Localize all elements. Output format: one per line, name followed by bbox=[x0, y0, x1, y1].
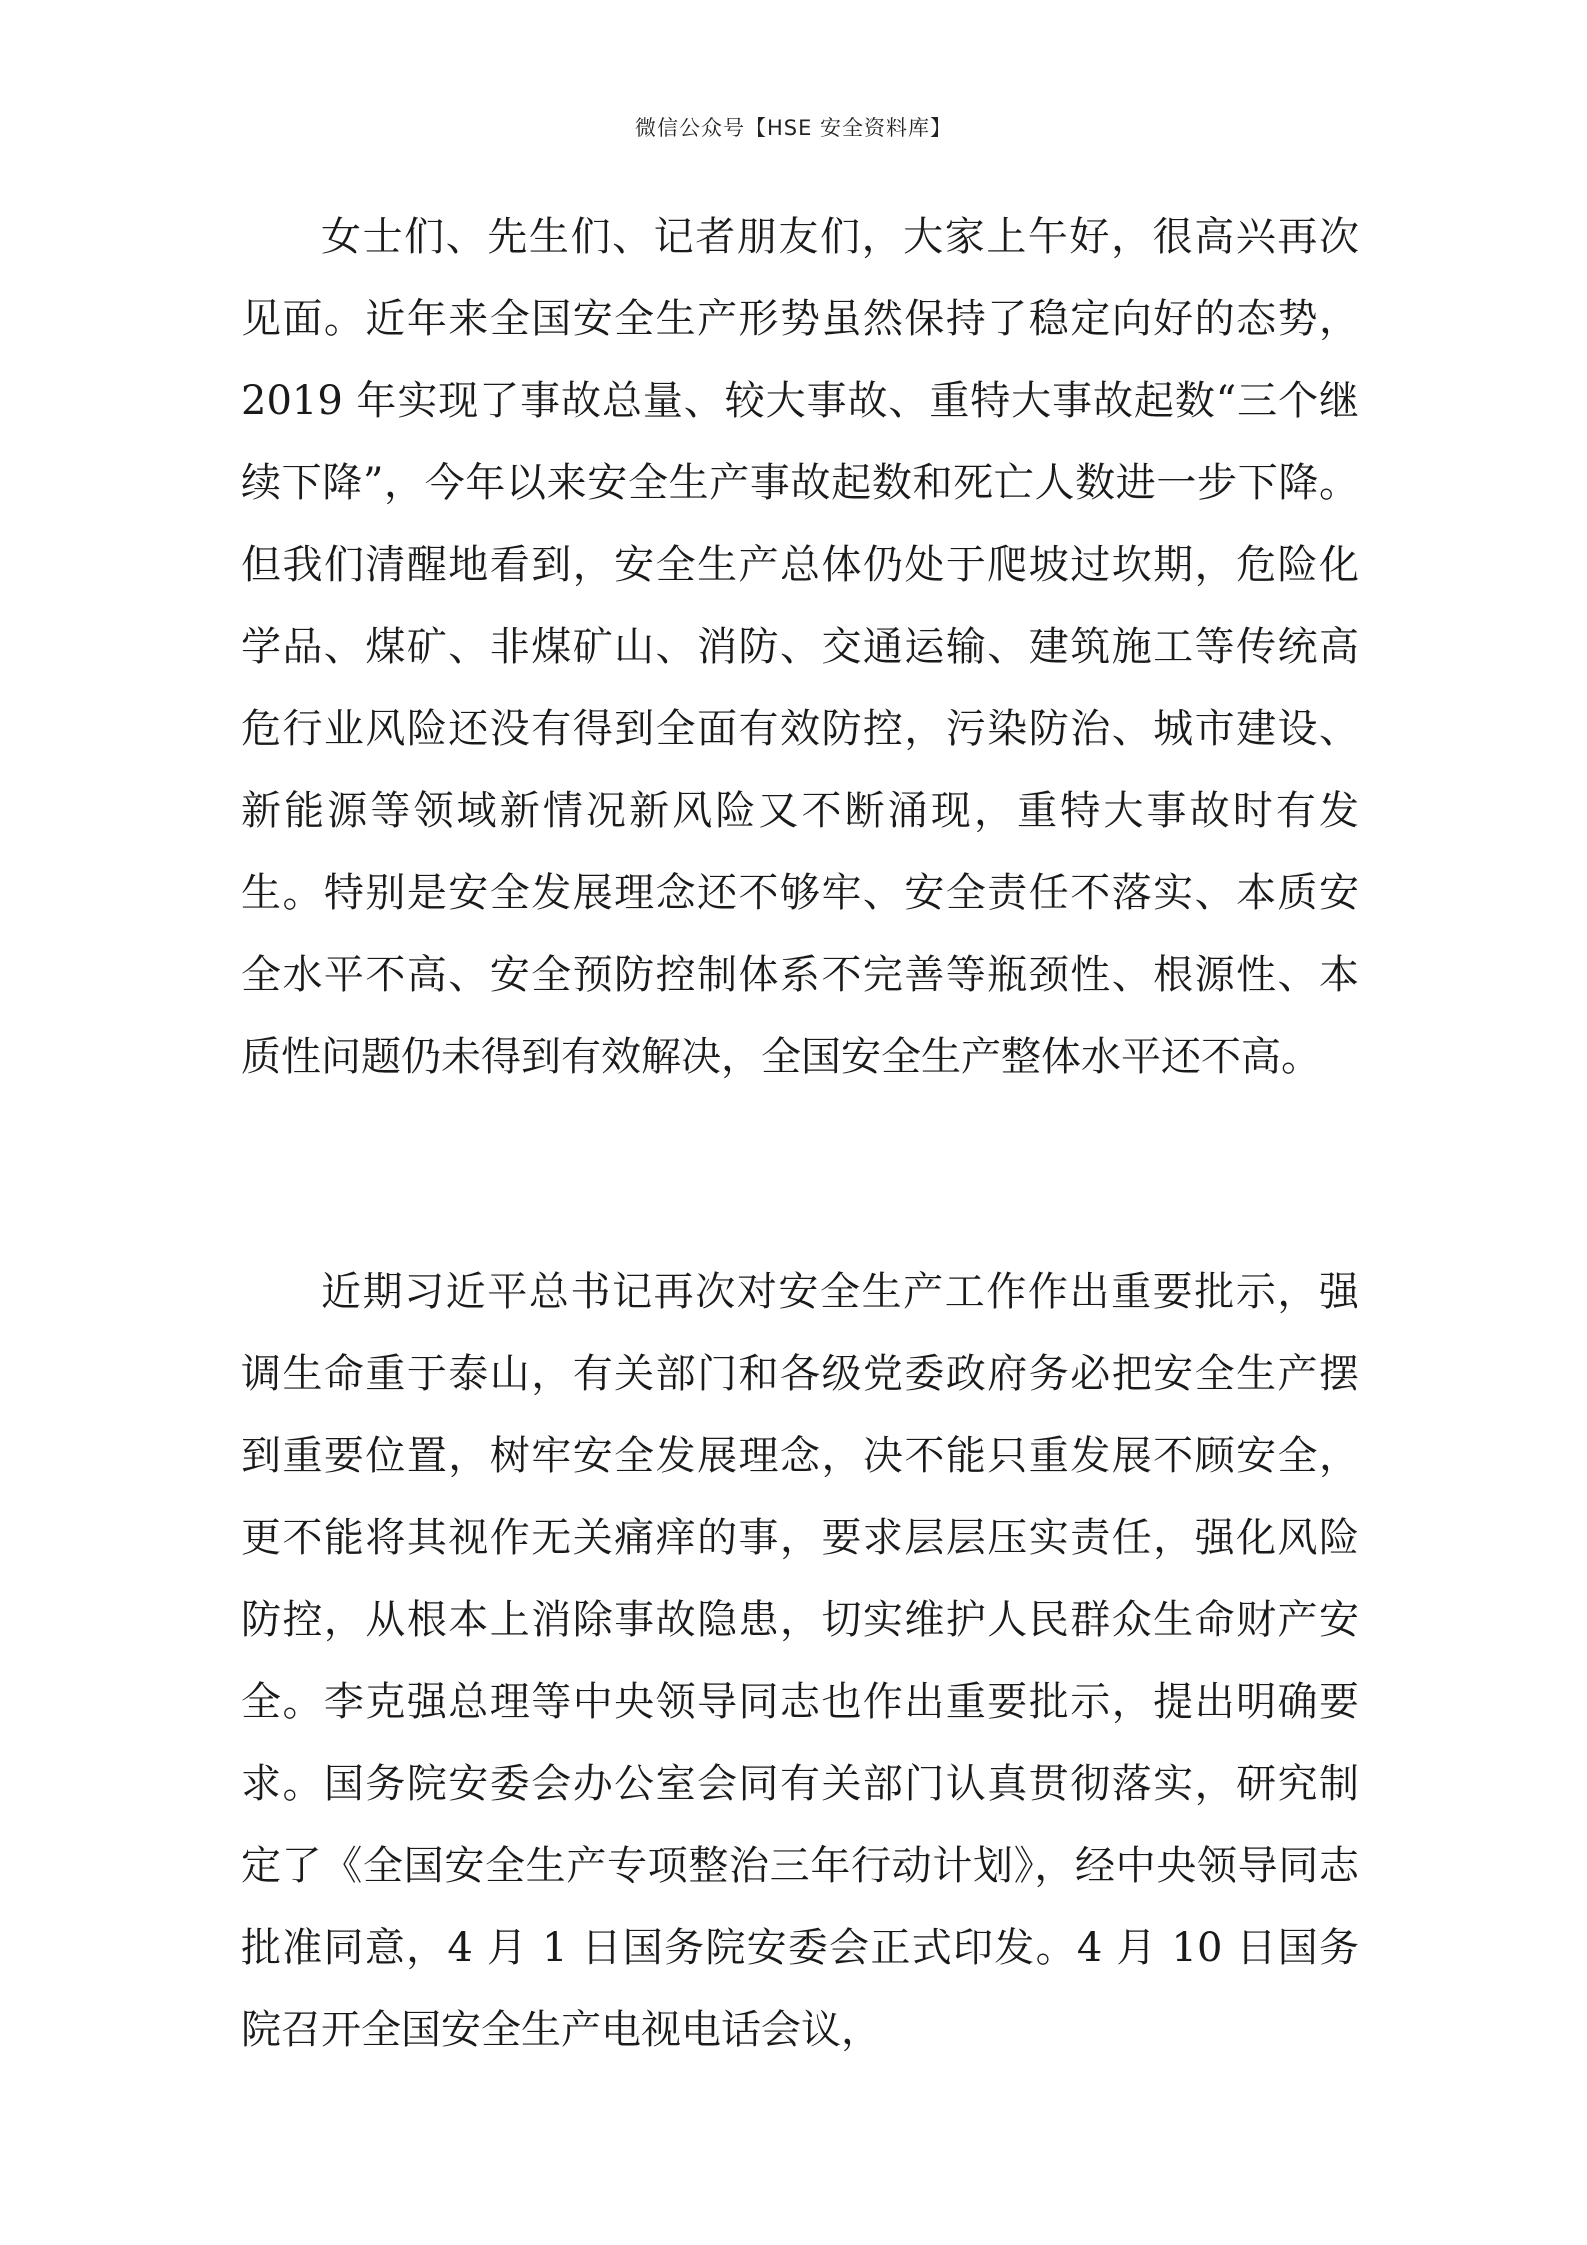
body-paragraph: 近期习近平总书记再次对安全生产工作作出重要批示，强调生命重于泰山，有关部门和各级党委政府务必把安全生产摆到重要位置，树牢安全发展理念，决不能只重发展不顾安全，更不能将其视作无关痛痒的事，要求层层压实责任，强化风险防控，从根本上消除事故隐患，切实维护人民群众生命财产安全。李克强总理等中央领导同志也作出重要批示，提出明确要求。国务院安委会办公室会同有关部门认真贯彻落实，研究制定了《全国安全生产专项整治三年行动计划》，经中央领导同志批准同意，4 月 1 日国务院安委会正式印发。4 月 10 日国务院召开全国安全生产电视电话会议， bbox=[241, 1269, 1359, 2053]
paragraph-2-block bbox=[241, 1251, 1359, 2071]
page-header-source: 微信公众号【HSE 安全资料库】 bbox=[634, 116, 953, 140]
paragraph-1-block bbox=[241, 196, 1359, 1098]
body-paragraph: 女士们、先生们、记者朋友们，大家上午好，很高兴再次见面。近年来全国安全生产形势虽然保持了稳定向好的态势，2019 年实现了事故总量、较大事故、重特大事故起数“三个继续下降”，今年以来安全生产事故起数和死亡人数进一步下降。但我们清醒地看到，安全生产总体仍处于爬坡过坎期，危险化学品、煤矿、非煤矿山、消防、交通运输、建筑施工等传统高危行业风险还没有得到全面有效防控，污染防治、城市建设、新能源等领域新情况新风险又不断涌现，重特大事故时有发生。特别是安全发展理念还不够牢、安全责任不落实、本质安全水平不高、安全预防控制体系不完善等瓶颈性、根源性、本质性问题仍未得到有效解决，全国安全生产整体水平还不高。 bbox=[241, 214, 1359, 1080]
